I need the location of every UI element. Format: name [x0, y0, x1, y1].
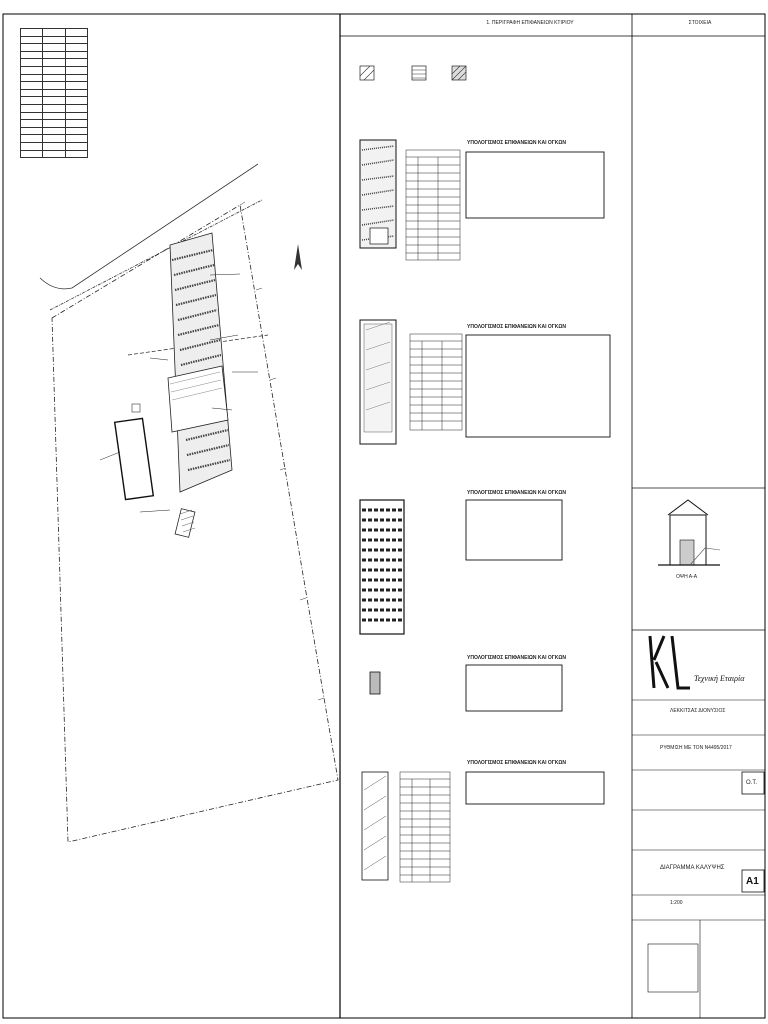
coord-row: [21, 142, 88, 150]
floor-plan-5: [362, 772, 388, 880]
coord-cell: [21, 150, 43, 158]
coord-cell: [21, 66, 43, 74]
coord-cell: [65, 44, 87, 52]
site-plan: [40, 164, 338, 842]
coord-cell: [65, 89, 87, 97]
floor-plan-3: [360, 500, 404, 634]
coord-cell: [21, 36, 43, 44]
section-title-5: ΥΠΟΛΟΓΙΣΜΟΣ ΕΠΙΦΑΝΕΙΩΝ ΚΑΙ ΟΓΚΩΝ: [467, 760, 567, 766]
scale-value: 1:200: [670, 900, 683, 906]
coord-row: [21, 89, 88, 97]
coord-row: [21, 59, 88, 67]
coord-cell: [21, 112, 43, 120]
floor-plan-1: [360, 140, 396, 248]
coord-cell: [43, 51, 65, 59]
coordinate-table: [20, 28, 88, 158]
coord-cell: [65, 66, 87, 74]
coord-cell: [43, 29, 65, 37]
view-title: ΟΨΗ Α-Α: [676, 574, 698, 580]
legend: [360, 66, 466, 80]
section-title-1: ΥΠΟΛΟΓΙΣΜΟΣ ΕΠΙΦΑΝΕΙΩΝ ΚΑΙ ΟΓΚΩΝ: [467, 140, 567, 146]
coord-cell: [65, 127, 87, 135]
coord-cell: [43, 135, 65, 143]
coord-row: [21, 150, 88, 158]
company-name: Τεχνική Εταιρία: [694, 674, 745, 683]
coord-cell: [21, 74, 43, 82]
coord-cell: [21, 142, 43, 150]
coord-cell: [43, 59, 65, 67]
schedule-box-1: [466, 152, 604, 218]
coord-cell: [65, 104, 87, 112]
coord-row: [21, 120, 88, 128]
coord-cell: [21, 127, 43, 135]
coord-cell: [21, 89, 43, 97]
north-arrow-icon: [294, 244, 302, 270]
section-title-4: ΥΠΟΛΟΓΙΣΜΟΣ ΕΠΙΦΑΝΕΙΩΝ ΚΑΙ ΟΓΚΩΝ: [467, 655, 567, 661]
owner-value: ΛΕΚΚΙΤΣΑΣ ΔΙΟΝΥΣΙΟΣ: [670, 708, 726, 714]
coord-row: [21, 36, 88, 44]
coord-cell: [21, 104, 43, 112]
coord-cell: [43, 44, 65, 52]
coord-cell: [43, 150, 65, 158]
coord-row: [21, 82, 88, 90]
coord-cell: [65, 29, 87, 37]
drawing-title: ΔΙΑΓΡΑΜΜΑ ΚΑΛΥΨΗΣ: [660, 865, 725, 871]
coord-cell: [21, 82, 43, 90]
coord-cell: [21, 44, 43, 52]
coord-cell: [43, 120, 65, 128]
main-building: [168, 233, 232, 492]
coord-cell: [21, 135, 43, 143]
title-block: [632, 630, 765, 1018]
floor-plan-2: [360, 320, 396, 444]
coord-row: [21, 74, 88, 82]
coord-cell: [43, 112, 65, 120]
section-title-3: ΥΠΟΛΟΓΙΣΜΟΣ ΕΠΙΦΑΝΕΙΩΝ ΚΑΙ ΟΓΚΩΝ: [467, 490, 567, 496]
coord-row: [21, 66, 88, 74]
coord-cell: [43, 97, 65, 105]
coord-row: [21, 135, 88, 143]
coord-cell: [43, 89, 65, 97]
coord-cell: [21, 29, 43, 37]
coord-row: [21, 112, 88, 120]
coord-cell: [65, 82, 87, 90]
schedule-box-5: [466, 772, 604, 804]
coord-row: [21, 29, 88, 37]
coord-cell: [65, 36, 87, 44]
coord-cell: [65, 142, 87, 150]
schedule-box-4: [466, 665, 562, 711]
coord-cell: [43, 104, 65, 112]
coord-cell: [65, 112, 87, 120]
coord-cell: [65, 51, 87, 59]
drawing-number: A1: [746, 876, 759, 887]
coord-cell: [65, 97, 87, 105]
schedule-box-2: [466, 335, 610, 437]
coord-row: [21, 104, 88, 112]
coord-cell: [65, 120, 87, 128]
elevation-drawing: [632, 488, 765, 565]
coord-cell: [43, 36, 65, 44]
coord-cell: [65, 135, 87, 143]
coord-cell: [21, 51, 43, 59]
coord-cell: [43, 127, 65, 135]
sheet-header-left: 1. ΠΕΡΙΓΡΑΦΗ ΕΠΙΦΑΝΕΙΩΝ ΚΤΙΡΙΟΥ: [486, 20, 574, 26]
outbuilding: [115, 418, 154, 499]
coord-cell: [21, 120, 43, 128]
coord-cell: [65, 74, 87, 82]
coord-cell: [65, 59, 87, 67]
coord-cell: [43, 82, 65, 90]
area-tables: [400, 150, 462, 882]
schedule-box-3: [466, 500, 562, 560]
coord-cell: [65, 150, 87, 158]
coord-cell: [43, 66, 65, 74]
coord-row: [21, 44, 88, 52]
coord-row: [21, 127, 88, 135]
floor-plan-4: [370, 672, 380, 694]
section-title-2: ΥΠΟΛΟΓΙΣΜΟΣ ΕΠΙΦΑΝΕΙΩΝ ΚΑΙ ΟΓΚΩΝ: [467, 324, 567, 330]
sheet-header-right: ΣΤΟΙΧΕΙΑ: [688, 20, 712, 26]
ot-label: Ο.Τ.: [746, 780, 758, 786]
project-value: ΡΥΘΜΙΣΗ ΜΕ ΤΟΝ Ν4495/2017: [660, 745, 732, 751]
coord-row: [21, 97, 88, 105]
coord-cell: [43, 142, 65, 150]
coord-cell: [43, 74, 65, 82]
coord-cell: [21, 59, 43, 67]
coord-cell: [21, 97, 43, 105]
coord-row: [21, 51, 88, 59]
